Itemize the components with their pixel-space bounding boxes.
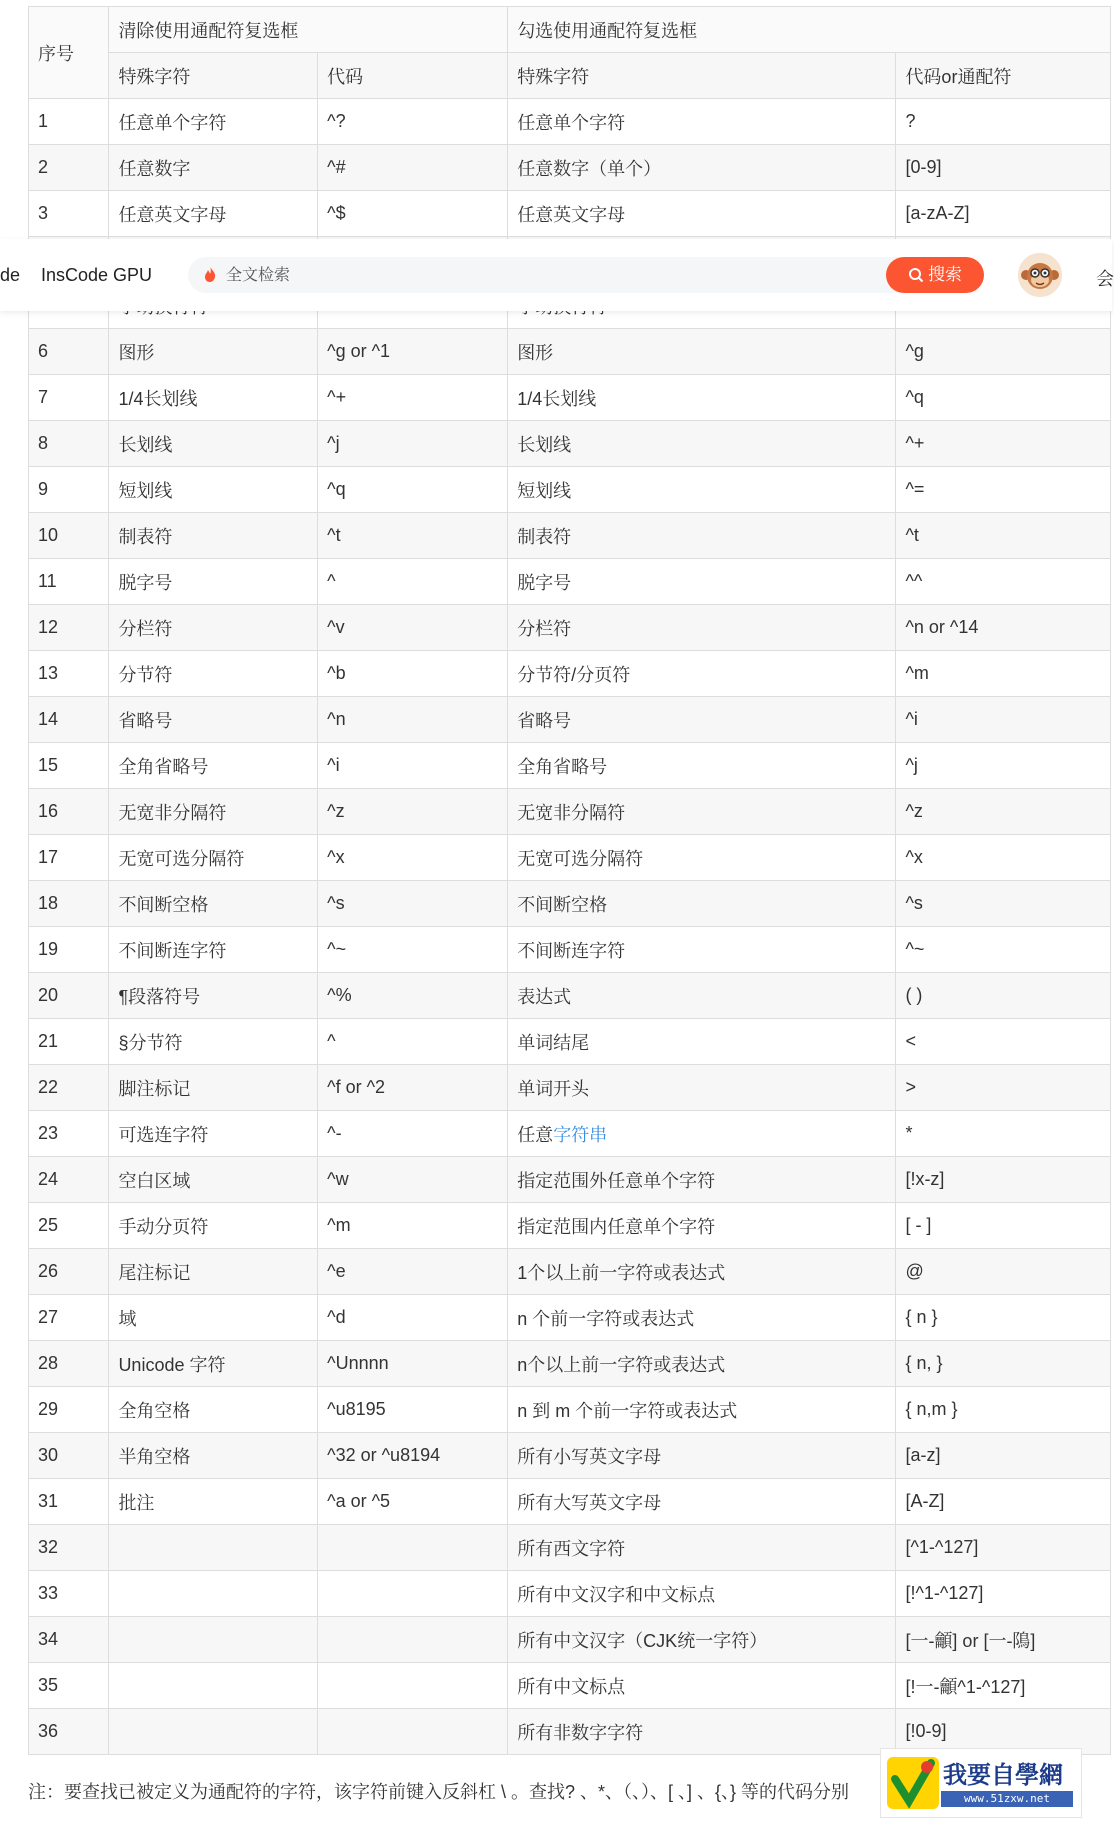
table-row xyxy=(29,1295,1111,1341)
header-index: 序号 xyxy=(29,7,109,99)
search-box xyxy=(188,257,983,293)
row-index: 2 xyxy=(29,145,109,191)
header-code-or-wildcard: 代码or通配符 xyxy=(896,53,1111,99)
row-special-char: 手动分页符 xyxy=(109,1203,318,1249)
row-special-char-wildcard: 分栏符 xyxy=(508,605,896,651)
row-special-char: 长划线 xyxy=(109,421,318,467)
row-special-char-wildcard: 不间断连字符 xyxy=(508,927,896,973)
header-group-clear: 清除使用通配符复选框 xyxy=(109,7,508,53)
row-code-or-wildcard: ^q xyxy=(896,375,1111,421)
row-index: 25 xyxy=(29,1203,109,1249)
row-code-or-wildcard: ^g xyxy=(896,329,1111,375)
row-code-or-wildcard: ( ) xyxy=(896,973,1111,1019)
row-special-char: 全角省略号 xyxy=(109,743,318,789)
row-special-char xyxy=(109,1617,318,1663)
row-special-char-wildcard: 指定范围内任意单个字符 xyxy=(508,1203,896,1249)
table-row xyxy=(29,605,1111,651)
table-row xyxy=(29,651,1111,697)
row-special-char-wildcard: 所有中文标点 xyxy=(508,1663,896,1709)
row-index: 19 xyxy=(29,927,109,973)
row-code-or-wildcard: [一-龥] or [一-隝] xyxy=(896,1617,1111,1663)
row-special-char-wildcard: 任意英文字母 xyxy=(508,191,896,237)
header-group-check: 勾选使用通配符复选框 xyxy=(508,7,1111,53)
row-code: ^v xyxy=(318,605,508,651)
row-special-char-wildcard: 1/4长划线 xyxy=(508,375,896,421)
row-index: 30 xyxy=(29,1433,109,1479)
row-special-char: 任意数字 xyxy=(109,145,318,191)
row-special-char-wildcard: 所有中文汉字和中文标点 xyxy=(508,1571,896,1617)
row-code: ^Unnnn xyxy=(318,1341,508,1387)
row-code-or-wildcard: ^t xyxy=(896,513,1111,559)
row-code-or-wildcard: ? xyxy=(896,99,1111,145)
row-special-char-wildcard: 所有中文汉字（CJK统一字符） xyxy=(508,1617,896,1663)
search-button-label: 搜索 xyxy=(928,265,962,284)
watermark-url: www.51zxw.net xyxy=(941,1791,1073,1807)
watermark-logo xyxy=(880,1748,1082,1818)
row-code-or-wildcard: ^i xyxy=(896,697,1111,743)
table-row xyxy=(29,1111,1111,1157)
row-code-or-wildcard: [a-zA-Z] xyxy=(896,191,1111,237)
row-code: ^ xyxy=(318,1019,508,1065)
row-code: ^- xyxy=(318,1111,508,1157)
row-code-or-wildcard: ^x xyxy=(896,835,1111,881)
row-index: 15 xyxy=(29,743,109,789)
row-code-or-wildcard: < xyxy=(896,1019,1111,1065)
table-row xyxy=(29,145,1111,191)
row-code-or-wildcard: [a-z] xyxy=(896,1433,1111,1479)
row-index: 36 xyxy=(29,1709,109,1755)
row-code-or-wildcard: * xyxy=(896,1111,1111,1157)
row-index: 10 xyxy=(29,513,109,559)
row-special-char: §分节符 xyxy=(109,1019,318,1065)
row-special-char xyxy=(109,1525,318,1571)
floating-toolbar xyxy=(0,239,1112,311)
table-row xyxy=(29,1387,1111,1433)
row-special-char: 脚注标记 xyxy=(109,1065,318,1111)
footnote: 注：要查找已被定义为通配符的字符，该字符前键入反斜杠 \ 。查找? 、*、（、）、[ 、] 、{、} 等的代码分别 xyxy=(28,1782,850,1802)
row-code: ^q xyxy=(318,467,508,513)
row-code: ^32 or ^u8194 xyxy=(318,1433,508,1479)
row-special-char xyxy=(109,1571,318,1617)
header-special-char: 特殊字符 xyxy=(109,53,318,99)
row-special-char: 不间断连字符 xyxy=(109,927,318,973)
row-special-char: 脱字号 xyxy=(109,559,318,605)
table-row xyxy=(29,1617,1111,1663)
row-special-char: 全角空格 xyxy=(109,1387,318,1433)
row-special-char: 任意英文字母 xyxy=(109,191,318,237)
flame-icon xyxy=(204,266,216,282)
row-code xyxy=(318,1525,508,1571)
row-code-or-wildcard: ^= xyxy=(896,467,1111,513)
row-index: 28 xyxy=(29,1341,109,1387)
row-code-or-wildcard: [ - ] xyxy=(896,1203,1111,1249)
row-code-or-wildcard: ^^ xyxy=(896,559,1111,605)
row-special-char-wildcard: 不间断空格 xyxy=(508,881,896,927)
row-code-or-wildcard: ^m xyxy=(896,651,1111,697)
row-special-char: 制表符 xyxy=(109,513,318,559)
row-code: ^% xyxy=(318,973,508,1019)
watermark-title: 我要自學網 xyxy=(943,1761,1063,1789)
row-code: ^z xyxy=(318,789,508,835)
row-code: ^a or ^5 xyxy=(318,1479,508,1525)
row-code: ^w xyxy=(318,1157,508,1203)
row-code-or-wildcard: > xyxy=(896,1065,1111,1111)
row-special-char-wildcard: 图形 xyxy=(508,329,896,375)
row-index: 21 xyxy=(29,1019,109,1065)
row-code-or-wildcard: ^n or ^14 xyxy=(896,605,1111,651)
row-special-char: 不间断空格 xyxy=(109,881,318,927)
row-special-char: 分栏符 xyxy=(109,605,318,651)
row-index: 11 xyxy=(29,559,109,605)
row-code xyxy=(318,1709,508,1755)
row-code-or-wildcard: [!一-龥^1-^127] xyxy=(896,1663,1111,1709)
row-code xyxy=(318,1617,508,1663)
row-special-char-wildcard: 任意字符串 xyxy=(508,1111,896,1157)
monkey-avatar-icon xyxy=(1018,253,1062,297)
row-special-char-wildcard: 指定范围外任意单个字符 xyxy=(508,1157,896,1203)
avatar[interactable] xyxy=(1018,253,1062,297)
table-row xyxy=(29,835,1111,881)
row-special-char: 半角空格 xyxy=(109,1433,318,1479)
row-code: ^e xyxy=(318,1249,508,1295)
row-special-char: 分节符 xyxy=(109,651,318,697)
table-row xyxy=(29,743,1111,789)
row-index: 29 xyxy=(29,1387,109,1433)
row-special-char xyxy=(109,1663,318,1709)
row-code: ^j xyxy=(318,421,508,467)
row-index: 1 xyxy=(29,99,109,145)
row-code: ^? xyxy=(318,99,508,145)
row-special-char: ¶段落符号 xyxy=(109,973,318,1019)
row-code-or-wildcard: [^1-^127] xyxy=(896,1525,1111,1571)
row-code-or-wildcard: { n, } xyxy=(896,1341,1111,1387)
row-code: ^d xyxy=(318,1295,508,1341)
row-code: ^f or ^2 xyxy=(318,1065,508,1111)
row-code: ^+ xyxy=(318,375,508,421)
table-header-row-groups xyxy=(29,7,1111,53)
row-code-or-wildcard: ^j xyxy=(896,743,1111,789)
row-index: 27 xyxy=(29,1295,109,1341)
row-index: 17 xyxy=(29,835,109,881)
row-code-or-wildcard: ^z xyxy=(896,789,1111,835)
row-code: ^u8195 xyxy=(318,1387,508,1433)
table-row xyxy=(29,697,1111,743)
table-row xyxy=(29,1663,1111,1709)
row-special-char: 域 xyxy=(109,1295,318,1341)
row-special-char: 空白区域 xyxy=(109,1157,318,1203)
row-special-char-wildcard: 短划线 xyxy=(508,467,896,513)
row-special-char-wildcard: 单词开头 xyxy=(508,1065,896,1111)
row-code-or-wildcard: { n,m } xyxy=(896,1387,1111,1433)
header-special-char-wildcard: 特殊字符 xyxy=(508,53,896,99)
member-link-partial[interactable]: 会 xyxy=(1096,269,1114,289)
row-code: ^x xyxy=(318,835,508,881)
row-code-or-wildcard: [0-9] xyxy=(896,145,1111,191)
row-code xyxy=(318,1663,508,1709)
table-row xyxy=(29,99,1111,145)
row-special-char-wildcard: 任意数字（单个） xyxy=(508,145,896,191)
row-special-char: 尾注标记 xyxy=(109,1249,318,1295)
row-special-char: 短划线 xyxy=(109,467,318,513)
row-special-char: 图形 xyxy=(109,329,318,375)
row-special-char-wildcard: n 到 m 个前一字符或表达式 xyxy=(508,1387,896,1433)
nav-item-inscode-gpu[interactable]: InsCode GPU xyxy=(41,265,153,285)
table-row xyxy=(29,1433,1111,1479)
row-index: 32 xyxy=(29,1525,109,1571)
row-index: 20 xyxy=(29,973,109,1019)
row-index: 3 xyxy=(29,191,109,237)
table-body xyxy=(29,99,1111,1755)
table-row xyxy=(29,1065,1111,1111)
row-code-or-wildcard: @ xyxy=(896,1249,1111,1295)
row-special-char-wildcard: 省略号 xyxy=(508,697,896,743)
row-index: 34 xyxy=(29,1617,109,1663)
logo-check-icon xyxy=(885,1753,941,1813)
row-special-char: 无宽非分隔符 xyxy=(109,789,318,835)
row-index: 18 xyxy=(29,881,109,927)
row-special-char-wildcard: 长划线 xyxy=(508,421,896,467)
table-row xyxy=(29,1479,1111,1525)
row-code: ^n xyxy=(318,697,508,743)
table-row xyxy=(29,881,1111,927)
search-button[interactable] xyxy=(886,257,984,293)
row-index: 33 xyxy=(29,1571,109,1617)
row-code-or-wildcard: [!^1-^127] xyxy=(896,1571,1111,1617)
table-row xyxy=(29,1341,1111,1387)
table-row xyxy=(29,559,1111,605)
row-code-or-wildcard: [!0-9] xyxy=(896,1709,1111,1755)
search-input[interactable] xyxy=(224,257,878,295)
row-special-char-wildcard: n个以上前一字符或表达式 xyxy=(508,1341,896,1387)
row-special-char-wildcard: 无宽非分隔符 xyxy=(508,789,896,835)
row-index: 24 xyxy=(29,1157,109,1203)
row-code-or-wildcard: [A-Z] xyxy=(896,1479,1111,1525)
table-row xyxy=(29,375,1111,421)
table-row xyxy=(29,1249,1111,1295)
row-special-char-wildcard: 表达式 xyxy=(508,973,896,1019)
row-special-char-wildcard: 分节符/分页符 xyxy=(508,651,896,697)
row-special-char: Unicode 字符 xyxy=(109,1341,318,1387)
row-index: 7 xyxy=(29,375,109,421)
row-special-char-wildcard: 所有大写英文字母 xyxy=(508,1479,896,1525)
row-index: 26 xyxy=(29,1249,109,1295)
row-index: 8 xyxy=(29,421,109,467)
table-row xyxy=(29,1525,1111,1571)
row-code: ^s xyxy=(318,881,508,927)
search-icon xyxy=(908,267,924,283)
row-index: 12 xyxy=(29,605,109,651)
row-special-char-wildcard: 无宽可选分隔符 xyxy=(508,835,896,881)
row-special-char-wildcard: 所有小写英文字母 xyxy=(508,1433,896,1479)
table-row xyxy=(29,1019,1111,1065)
row-index: 9 xyxy=(29,467,109,513)
row-code: ^b xyxy=(318,651,508,697)
row-code-or-wildcard: ^~ xyxy=(896,927,1111,973)
row-code-or-wildcard: { n } xyxy=(896,1295,1111,1341)
keyword-link[interactable]: 字符串 xyxy=(553,1124,608,1145)
row-code-or-wildcard: ^+ xyxy=(896,421,1111,467)
row-index: 35 xyxy=(29,1663,109,1709)
row-special-char: 省略号 xyxy=(109,697,318,743)
row-index: 23 xyxy=(29,1111,109,1157)
table-row xyxy=(29,513,1111,559)
row-code xyxy=(318,1571,508,1617)
table-row xyxy=(29,191,1111,237)
row-special-char-wildcard: 全角省略号 xyxy=(508,743,896,789)
table-header-row-columns xyxy=(29,53,1111,99)
row-code: ^g or ^1 xyxy=(318,329,508,375)
row-special-char-wildcard: 1个以上前一字符或表达式 xyxy=(508,1249,896,1295)
row-special-char: 无宽可选分隔符 xyxy=(109,835,318,881)
row-index: 6 xyxy=(29,329,109,375)
row-special-char-wildcard: 所有非数字字符 xyxy=(508,1709,896,1755)
row-special-char xyxy=(109,1709,318,1755)
row-special-char-wildcard: 脱字号 xyxy=(508,559,896,605)
table-row xyxy=(29,467,1111,513)
row-code-or-wildcard: ^s xyxy=(896,881,1111,927)
row-special-char-wildcard: 制表符 xyxy=(508,513,896,559)
row-code: ^$ xyxy=(318,191,508,237)
row-special-char-wildcard: n 个前一字符或表达式 xyxy=(508,1295,896,1341)
row-code: ^# xyxy=(318,145,508,191)
row-code-or-wildcard: [!x-z] xyxy=(896,1157,1111,1203)
row-index: 16 xyxy=(29,789,109,835)
row-code: ^~ xyxy=(318,927,508,973)
header-code: 代码 xyxy=(318,53,508,99)
row-index: 31 xyxy=(29,1479,109,1525)
row-code: ^ xyxy=(318,559,508,605)
table-row xyxy=(29,1203,1111,1249)
row-index: 13 xyxy=(29,651,109,697)
nav-item-partial[interactable]: de xyxy=(0,265,21,285)
table-row xyxy=(29,1571,1111,1617)
table-row xyxy=(29,927,1111,973)
table-row xyxy=(29,1157,1111,1203)
row-code: ^t xyxy=(318,513,508,559)
row-code: ^i xyxy=(318,743,508,789)
row-index: 22 xyxy=(29,1065,109,1111)
table-row xyxy=(29,329,1111,375)
table-row xyxy=(29,421,1111,467)
row-special-char: 任意单个字符 xyxy=(109,99,318,145)
row-code: ^m xyxy=(318,1203,508,1249)
row-special-char-wildcard: 所有西文字符 xyxy=(508,1525,896,1571)
row-special-char: 批注 xyxy=(109,1479,318,1525)
row-special-char: 1/4长划线 xyxy=(109,375,318,421)
row-special-char: 可选连字符 xyxy=(109,1111,318,1157)
row-special-char-wildcard: 单词结尾 xyxy=(508,1019,896,1065)
table-row xyxy=(29,973,1111,1019)
row-special-char-wildcard: 任意单个字符 xyxy=(508,99,896,145)
table-row xyxy=(29,789,1111,835)
row-index: 14 xyxy=(29,697,109,743)
